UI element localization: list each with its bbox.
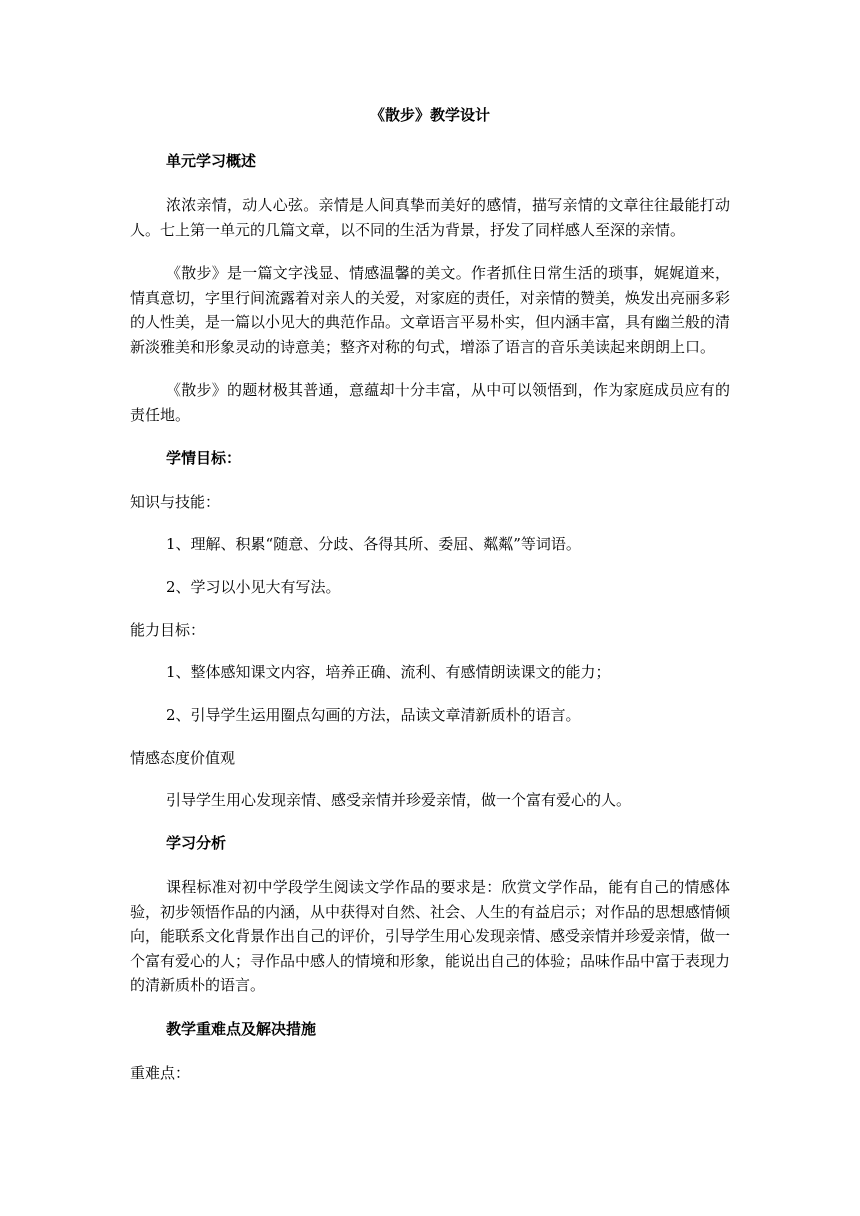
section-heading-key-points: 教学重难点及解决措施 bbox=[166, 1019, 317, 1038]
paragraph-overview-1: 浓浓亲情，动人心弦。亲情是人间真挚而美好的感情，描写亲情的文章往往最能打动人。七上第一单元的几篇文章，以不同的生活为背景，抒发了同样感人至深的亲情。 bbox=[130, 196, 730, 239]
paragraph-overview-3: 《散步》的题材极其普通，意蕴却十分丰富，从中可以领悟到，作为家庭成员应有的责任地。 bbox=[130, 381, 730, 424]
label-key-points: 重难点： bbox=[130, 1063, 191, 1082]
emotion-item: 引导学生用心发现亲情、感受亲情并珍爱亲情，做一个富有爱心的人。 bbox=[166, 791, 632, 809]
document-title: 《散步》教学设计 bbox=[369, 106, 490, 124]
knowledge-item-2: 2、学习以小见大有写法。 bbox=[166, 578, 341, 596]
label-ability: 能力目标： bbox=[130, 621, 206, 639]
ability-item-1: 1、整体感知课文内容，培养正确、流利、有感情朗读课文的能力； bbox=[166, 663, 611, 681]
label-emotion: 情感态度价值观 bbox=[130, 749, 236, 767]
knowledge-item-1: 1、理解、积累“随意、分歧、各得其所、委屈、粼粼”等词语。 bbox=[166, 535, 581, 553]
section-heading-goals: 学情目标： bbox=[166, 449, 242, 467]
section-heading-overview: 单元学习概述 bbox=[166, 152, 257, 170]
ability-item-2: 2、引导学生运用圈点勾画的方法，品读文章清新质朴的语言。 bbox=[166, 706, 581, 724]
paragraph-analysis: 课程标准对初中学段学生阅读文学作品的要求是：欣赏文学作品，能有自己的情感体验，初步领悟作品的内涵，从中获得对自然、社会、人生的有益启示；对作品的思想感情倾向，能联系文化背景作出自己的评价，引导学生用心发现亲情、感受亲情并珍爱亲情，做一个富有爱心的人；寻作品中感人的情境和形象，能说出自己的体验；品味作品中富于表现力的清新质朴的语言。 bbox=[130, 878, 731, 994]
paragraph-overview-2: 《散步》是一篇文字浅显、情感温馨的美文。作者抓住日常生活的琐事，娓娓道来，情真意切，字里行间流露着对亲人的关爱，对家庭的责任，对亲情的赞美，焕发出亮丽多彩的人性美，是一篇以小见大的典范作品。文章语言平易朴实，但内涵丰富，具有幽兰般的清新淡雅美和形象灵动的诗意美；整齐对称的句式，增添了语言的音乐美读起来朗朗上口。 bbox=[130, 264, 731, 356]
label-knowledge: 知识与技能： bbox=[130, 493, 221, 511]
section-heading-analysis: 学习分析 bbox=[166, 834, 227, 852]
